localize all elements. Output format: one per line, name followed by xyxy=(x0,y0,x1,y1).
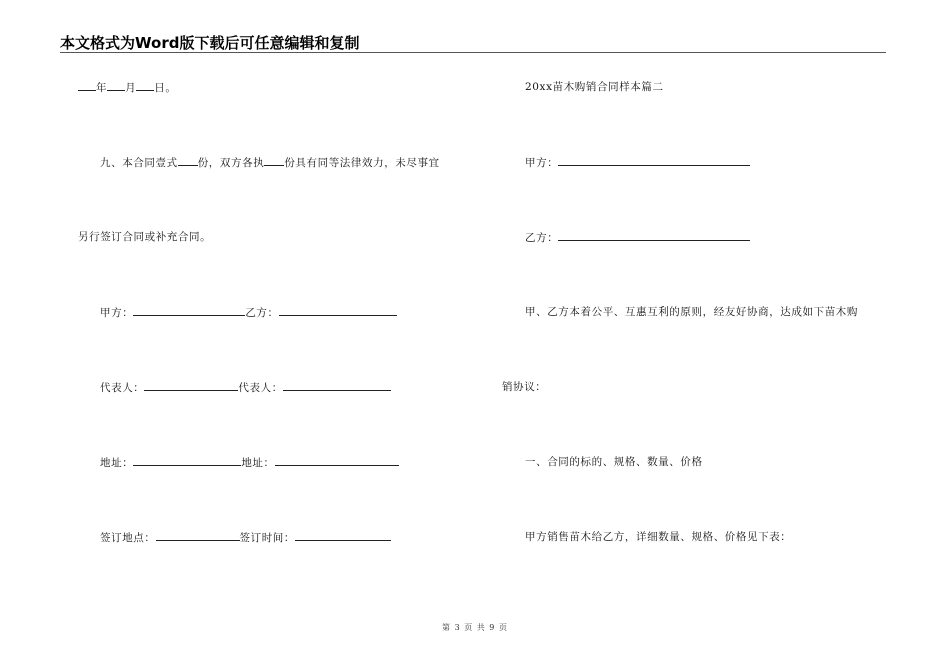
copies-total-blank xyxy=(178,155,198,166)
party-b-blank xyxy=(279,305,397,316)
representative-line xyxy=(100,380,391,395)
right-party-b-line xyxy=(525,230,750,245)
day-label: 日。 xyxy=(154,82,177,94)
address-label-a: 地址： xyxy=(100,457,134,469)
sign-time-blank xyxy=(295,530,391,541)
year-label: 年 xyxy=(96,82,108,94)
contract-title: 20xx苗木购销合同样本篇二 xyxy=(525,81,664,93)
document-header-title: 本文格式为Word版下载后可任意编辑和复制 xyxy=(60,34,360,52)
rep-a-blank xyxy=(144,380,238,391)
date-line xyxy=(78,80,176,95)
party-b-label: 乙方： xyxy=(245,307,279,319)
clause-nine-continuation: 另行签订合同或补充合同。 xyxy=(78,231,212,243)
address-label-b: 地址： xyxy=(241,457,275,469)
clause-nine-line xyxy=(100,155,440,170)
sign-place-blank xyxy=(156,530,240,541)
year-blank xyxy=(78,80,96,91)
signing-info-line xyxy=(100,530,391,545)
signature-party-line xyxy=(100,305,397,320)
right-party-a-blank xyxy=(558,155,750,166)
intro-paragraph-line-2: 销协议： xyxy=(502,381,547,393)
header-divider xyxy=(60,52,886,53)
address-a-blank xyxy=(133,455,241,466)
copies-each-blank xyxy=(264,155,284,166)
sign-time-label: 签订时间： xyxy=(239,532,295,544)
intro-paragraph-line-1: 甲、乙方本着公平、互惠互利的原则，经友好协商，达成如下苗木购 xyxy=(525,306,858,318)
day-blank xyxy=(136,80,154,91)
sign-place-label: 签订地点： xyxy=(100,532,156,544)
rep-label-a: 代表人： xyxy=(100,382,145,394)
address-line xyxy=(100,455,399,470)
address-b-blank xyxy=(275,455,399,466)
month-label: 月 xyxy=(125,82,137,94)
page-number: 第 3 页 共 9 页 xyxy=(442,623,508,632)
party-a-label: 甲方： xyxy=(100,307,134,319)
right-party-a-label: 甲方： xyxy=(525,157,559,169)
rep-b-blank xyxy=(283,380,391,391)
party-a-blank xyxy=(133,305,245,316)
right-party-b-label: 乙方： xyxy=(525,232,559,244)
section-one-heading: 一、合同的标的、规格、数量、价格 xyxy=(525,456,703,468)
section-one-text: 甲方销售苗木给乙方，详细数量、规格、价格见下表： xyxy=(525,531,792,543)
clause-nine-rest: 份具有同等法律效力，未尽事宜 xyxy=(284,157,440,169)
clause-nine-prefix: 九、本合同壹式 xyxy=(100,157,178,169)
right-party-b-blank xyxy=(558,230,750,241)
right-party-a-line xyxy=(525,155,750,170)
clause-nine-copies: 份，双方各执 xyxy=(197,157,265,169)
rep-label-b: 代表人： xyxy=(238,382,283,394)
month-blank xyxy=(107,80,125,91)
